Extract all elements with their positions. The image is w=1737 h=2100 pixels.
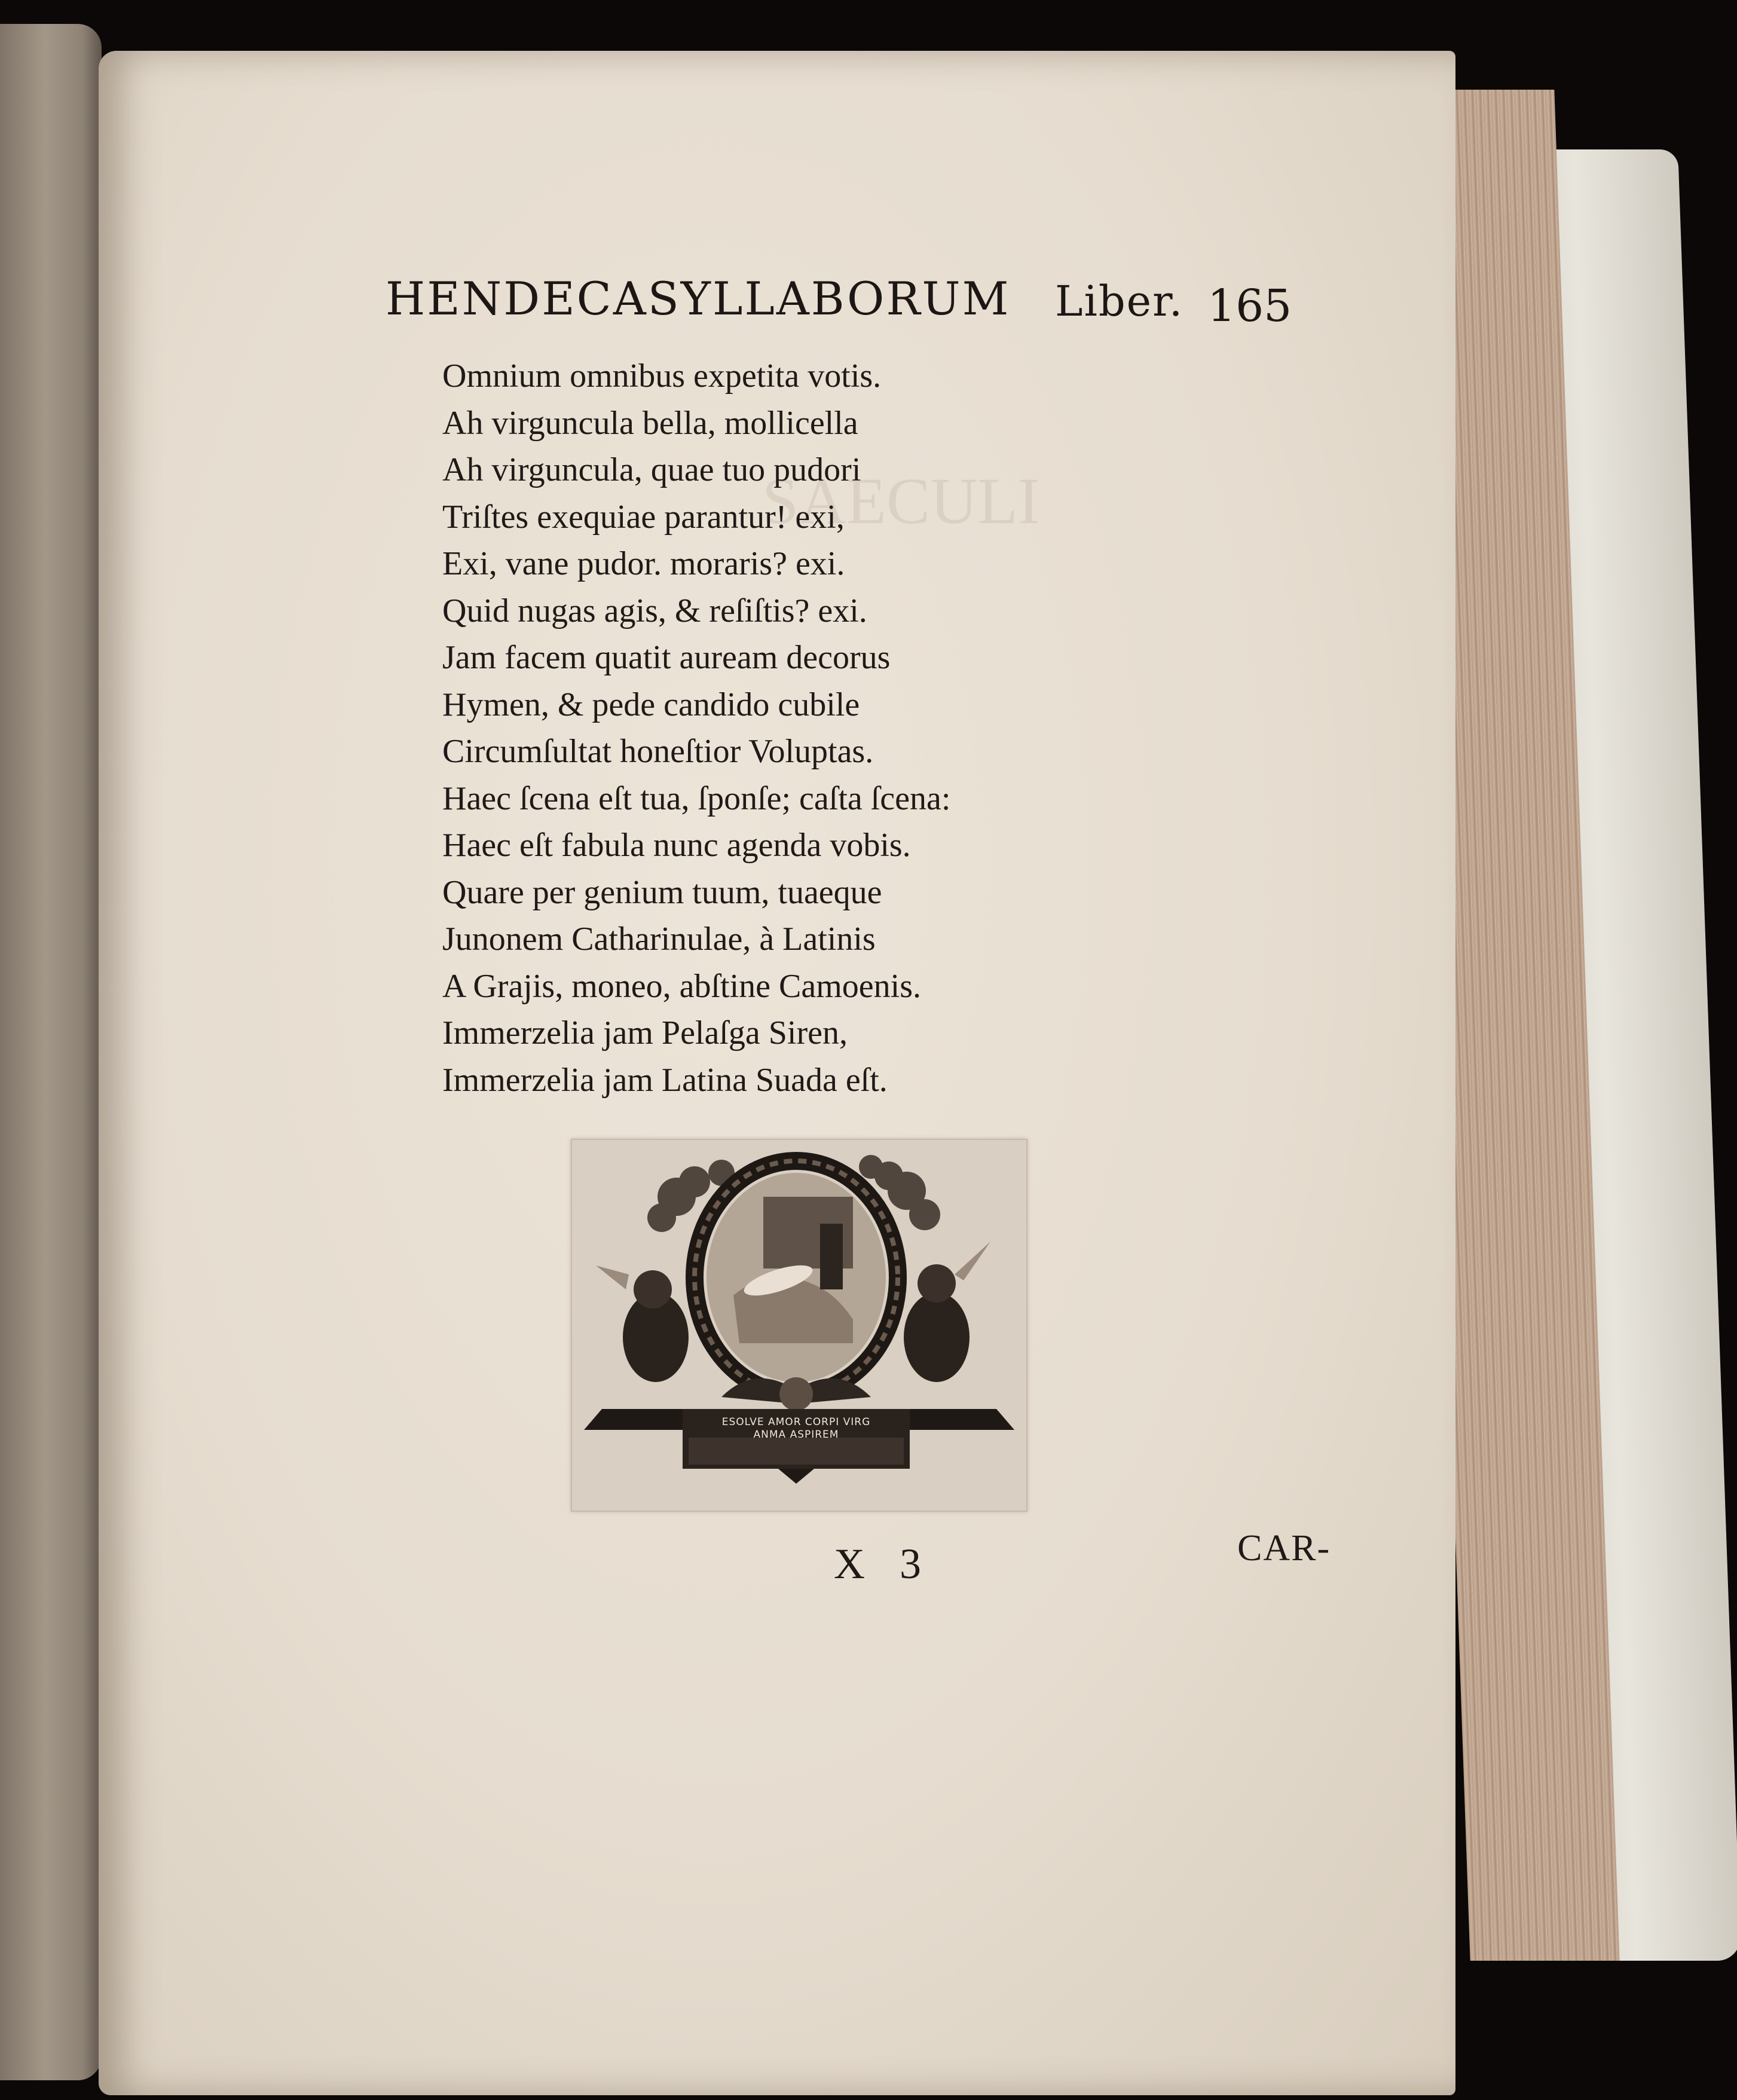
verse-line: Hymen, & pede candido cubile <box>442 686 860 723</box>
left-cherub <box>596 1265 689 1382</box>
verse-line: Immerzelia jam Latina Suada eſt. <box>442 1061 888 1099</box>
engraved-vignette <box>571 1139 1027 1512</box>
verse-block <box>442 353 1189 1104</box>
running-head-liber: Liber. <box>1055 277 1184 326</box>
verse-line: Exi, vane pudor. moraris? exi. <box>442 545 845 582</box>
plaque-inscription <box>689 1416 904 1441</box>
show-through-text: SAECULI <box>762 464 1040 537</box>
page-number: 165 <box>1207 280 1292 332</box>
verse-line: Omnium omnibus expetita votis. <box>442 357 882 395</box>
plaque-line-2: ANMA ASPIREM <box>753 1429 839 1441</box>
verse-line: Haec ſcena eſt tua, ſponſe; caſta ſcena: <box>442 780 951 817</box>
plaque-lower-panel <box>689 1438 904 1465</box>
verse-line: Immerzelia jam Pelaſga Siren, <box>442 1014 848 1051</box>
right-cherub <box>904 1242 990 1382</box>
verse-line: Triſtes exequiae parantur! exi, <box>442 498 845 536</box>
verse-line: Junonem Catharinulae, à Latinis <box>442 921 876 958</box>
running-head <box>386 266 1292 338</box>
book-page <box>99 51 1455 2095</box>
running-head-title: HENDECASYLLABORUM <box>386 272 1011 325</box>
facing-page-edge <box>0 24 102 2080</box>
scene-standing-figure <box>820 1224 843 1289</box>
verse-line: Ah virguncula, quae tuo pudori <box>442 451 861 488</box>
verse-line: Quid nugas agis, & reſiſtis? exi. <box>442 592 867 629</box>
verse-line: Jam facem quatit auream decorus <box>442 639 891 676</box>
verse-line: Haec eſt fabula nunc agenda vobis. <box>442 827 911 864</box>
catchword: CAR- <box>1237 1528 1331 1569</box>
signature-mark: X 3 <box>834 1540 933 1588</box>
plaque-line-1: ESOLVE AMOR CORPI VIRG <box>721 1416 871 1428</box>
verse-line: Ah virguncula bella, mollicella <box>442 404 858 442</box>
winged-head-ornament <box>721 1377 871 1411</box>
plaque-pendant <box>778 1469 814 1484</box>
verse-line: A Grajis, moneo, abſtine Camoenis. <box>442 967 921 1005</box>
verse-line: Circumſultat honeſtior Voluptas. <box>442 733 874 770</box>
verse-line: Quare per genium tuum, tuaeque <box>442 873 882 911</box>
vignette-engraving <box>572 1140 1026 1511</box>
